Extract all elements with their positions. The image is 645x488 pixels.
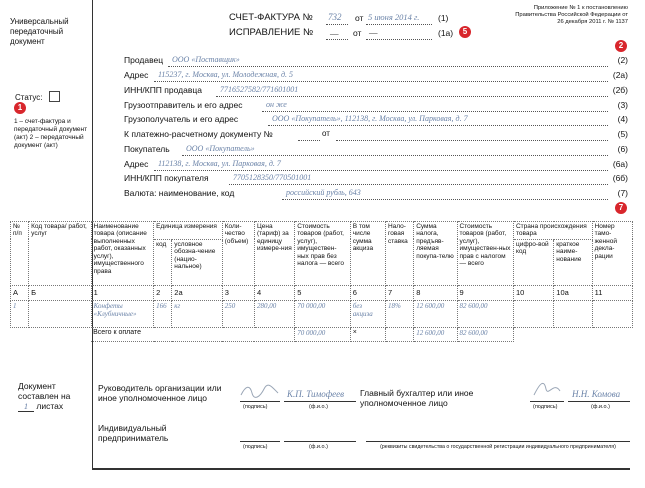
- col-header-declaration: Номер тамо-женной декла-рации: [592, 222, 632, 286]
- appendix-note: Приложение № 1 к постановлению Правительства Российской Федерации от 26 декабря 2011 г. № 1137: [515, 5, 628, 25]
- correction-date-word: от: [353, 28, 362, 38]
- entrepreneur-label: Индивидуальный предприниматель: [98, 423, 169, 443]
- col-header-price: Цена (тариф) за единицу измере-ния: [254, 222, 294, 286]
- column-numbers-row: А Б 1 2 2а 3 4 5 6 7 8 9 10 10а 11: [11, 285, 633, 300]
- party-row-shipper: Грузоотправитель и его адрес он же (3): [124, 100, 628, 110]
- status-note: 1 – счет-фактура и передаточный документ (акт) 2 – передаточный документ (акт): [14, 118, 88, 149]
- invoice-label: СЧЕТ-ФАКТУРА №: [229, 12, 313, 23]
- table-total-row: [11, 327, 633, 341]
- badge-1: 1: [14, 102, 26, 114]
- invoice-date-word: от: [355, 13, 364, 23]
- entrepreneur-sign-caption: (подпись): [243, 444, 268, 450]
- party-row-buyer-inn: ИНН/КПП покупателя 7705128350/770501001 (6б): [124, 173, 628, 183]
- col-header-country-name: краткое наиме-нование: [554, 239, 592, 285]
- total-label: Всего к оплате: [91, 327, 295, 341]
- col-header-country: Страна происхождения товара: [513, 222, 592, 240]
- party-row-consignee: Грузополучатель и его адрес ООО «Покупатель», 112138, г. Москва, ул. Парковая, д. 7 (4): [124, 114, 628, 124]
- head-label: Руководитель организации или иное уполномоченное лицо: [98, 383, 222, 403]
- accountant-sign-caption: (подпись): [533, 404, 558, 410]
- correction-code: (1а): [438, 28, 454, 38]
- head-name[interactable]: К.П. Тимофеев: [287, 389, 345, 399]
- col-header-num: № п/п: [11, 222, 29, 286]
- col-header-unit: Единица измерения: [154, 222, 223, 240]
- col-header-qty: Коли-чество (объем): [222, 222, 254, 286]
- table-header-row: [11, 222, 633, 240]
- correction-label: ИСПРАВЛЕНИЕ №: [229, 27, 314, 38]
- badge-2: 2: [615, 40, 627, 52]
- party-row-buyer: Покупатель ООО «Покупатель» (6): [124, 144, 628, 154]
- col-header-excise: В том числе сумма акциза: [350, 222, 385, 286]
- col-header-country-code: цифро-вой код: [513, 239, 553, 285]
- party-row-seller-inn: ИНН/КПП продавца 7716527582/771601001 (2б): [124, 85, 628, 95]
- requisites-caption: (реквизиты свидетельства о государственной регистрации индивидуального предпринимателя): [380, 444, 616, 450]
- col-header-rate: Нало-говая ставка: [385, 222, 413, 286]
- accountant-name-caption: (ф.и.о.): [591, 404, 610, 410]
- col-header-cost: Стоимость товаров (работ, услуг), имуществен-ных прав без налога — всего: [295, 222, 350, 286]
- col-header-unit-code: код: [154, 239, 172, 285]
- bottom-frame-line: [92, 468, 630, 470]
- accountant-name[interactable]: Н.Н. Комова: [572, 389, 621, 399]
- accountant-signature: [530, 375, 564, 401]
- party-row-buyer-address: Адрес 112138, г. Москва, ул. Парковая, д. 7 (6а): [124, 159, 628, 169]
- col-header-name: Наименование товара (описание выполненных работ, оказанных услуг), имущественного права: [91, 222, 154, 286]
- total-tax[interactable]: 12 600,00: [414, 327, 457, 341]
- col-header-tax: Сумма налога, предъяв-ляемая покупа-телю: [414, 222, 457, 286]
- total-cost[interactable]: 70 000,00: [295, 327, 350, 341]
- col-header-code: Код товара/ работ, услуг: [29, 222, 92, 286]
- entrepreneur-name-caption: (ф.и.о.): [309, 444, 328, 450]
- sheets-block: Документ составлен на 1 листах: [18, 381, 71, 411]
- accountant-label: Главный бухгалтер или иное уполномоченное лицо: [360, 388, 474, 408]
- invoice-date[interactable]: 5 июня 2014 г.: [368, 12, 420, 22]
- head-signature: [238, 381, 280, 401]
- correction-date[interactable]: —: [369, 27, 378, 37]
- col-header-unit-name: условное обозна-чение (нацио-нальное): [172, 239, 222, 285]
- total-amount[interactable]: 82 600,00: [457, 327, 513, 341]
- col-header-total: Стоимость товаров (работ, услуг), имуществен-ных прав с налогом — всего: [457, 222, 513, 286]
- party-row-currency: Валюта: наименование, код российский рубль, 643 (7): [124, 188, 628, 198]
- party-row-payment-doc: К платежно-расчетному документу № от (5): [124, 129, 628, 139]
- correction-number[interactable]: —: [330, 28, 339, 38]
- status-label: Статус:: [15, 93, 43, 102]
- invoice-number[interactable]: 732: [328, 12, 342, 22]
- badge-7: 7: [615, 202, 627, 214]
- party-row-seller-address: Адрес 115237, г. Москва, ул. Молодежная, д. 5 (2а): [124, 70, 628, 80]
- invoice-code: (1): [438, 13, 449, 23]
- head-sign-caption: (подпись): [243, 404, 268, 410]
- total-excise: ×: [350, 327, 385, 341]
- items-table: [10, 221, 633, 342]
- sheets-count[interactable]: 1: [18, 401, 34, 412]
- status-checkbox[interactable]: [49, 91, 60, 102]
- document-type-title: Универсальный передаточный документ: [10, 17, 69, 46]
- table-row: 1 Конфеты «Клубничные» 166 кг 250 280,00 70 000,00 без акциза 18% 12 600,00 82 600,00: [11, 300, 633, 327]
- head-name-caption: (ф.и.о.): [309, 404, 328, 410]
- party-row-seller: Продавец ООО «Поставщик» (2): [124, 55, 628, 65]
- badge-5: 5: [459, 26, 471, 38]
